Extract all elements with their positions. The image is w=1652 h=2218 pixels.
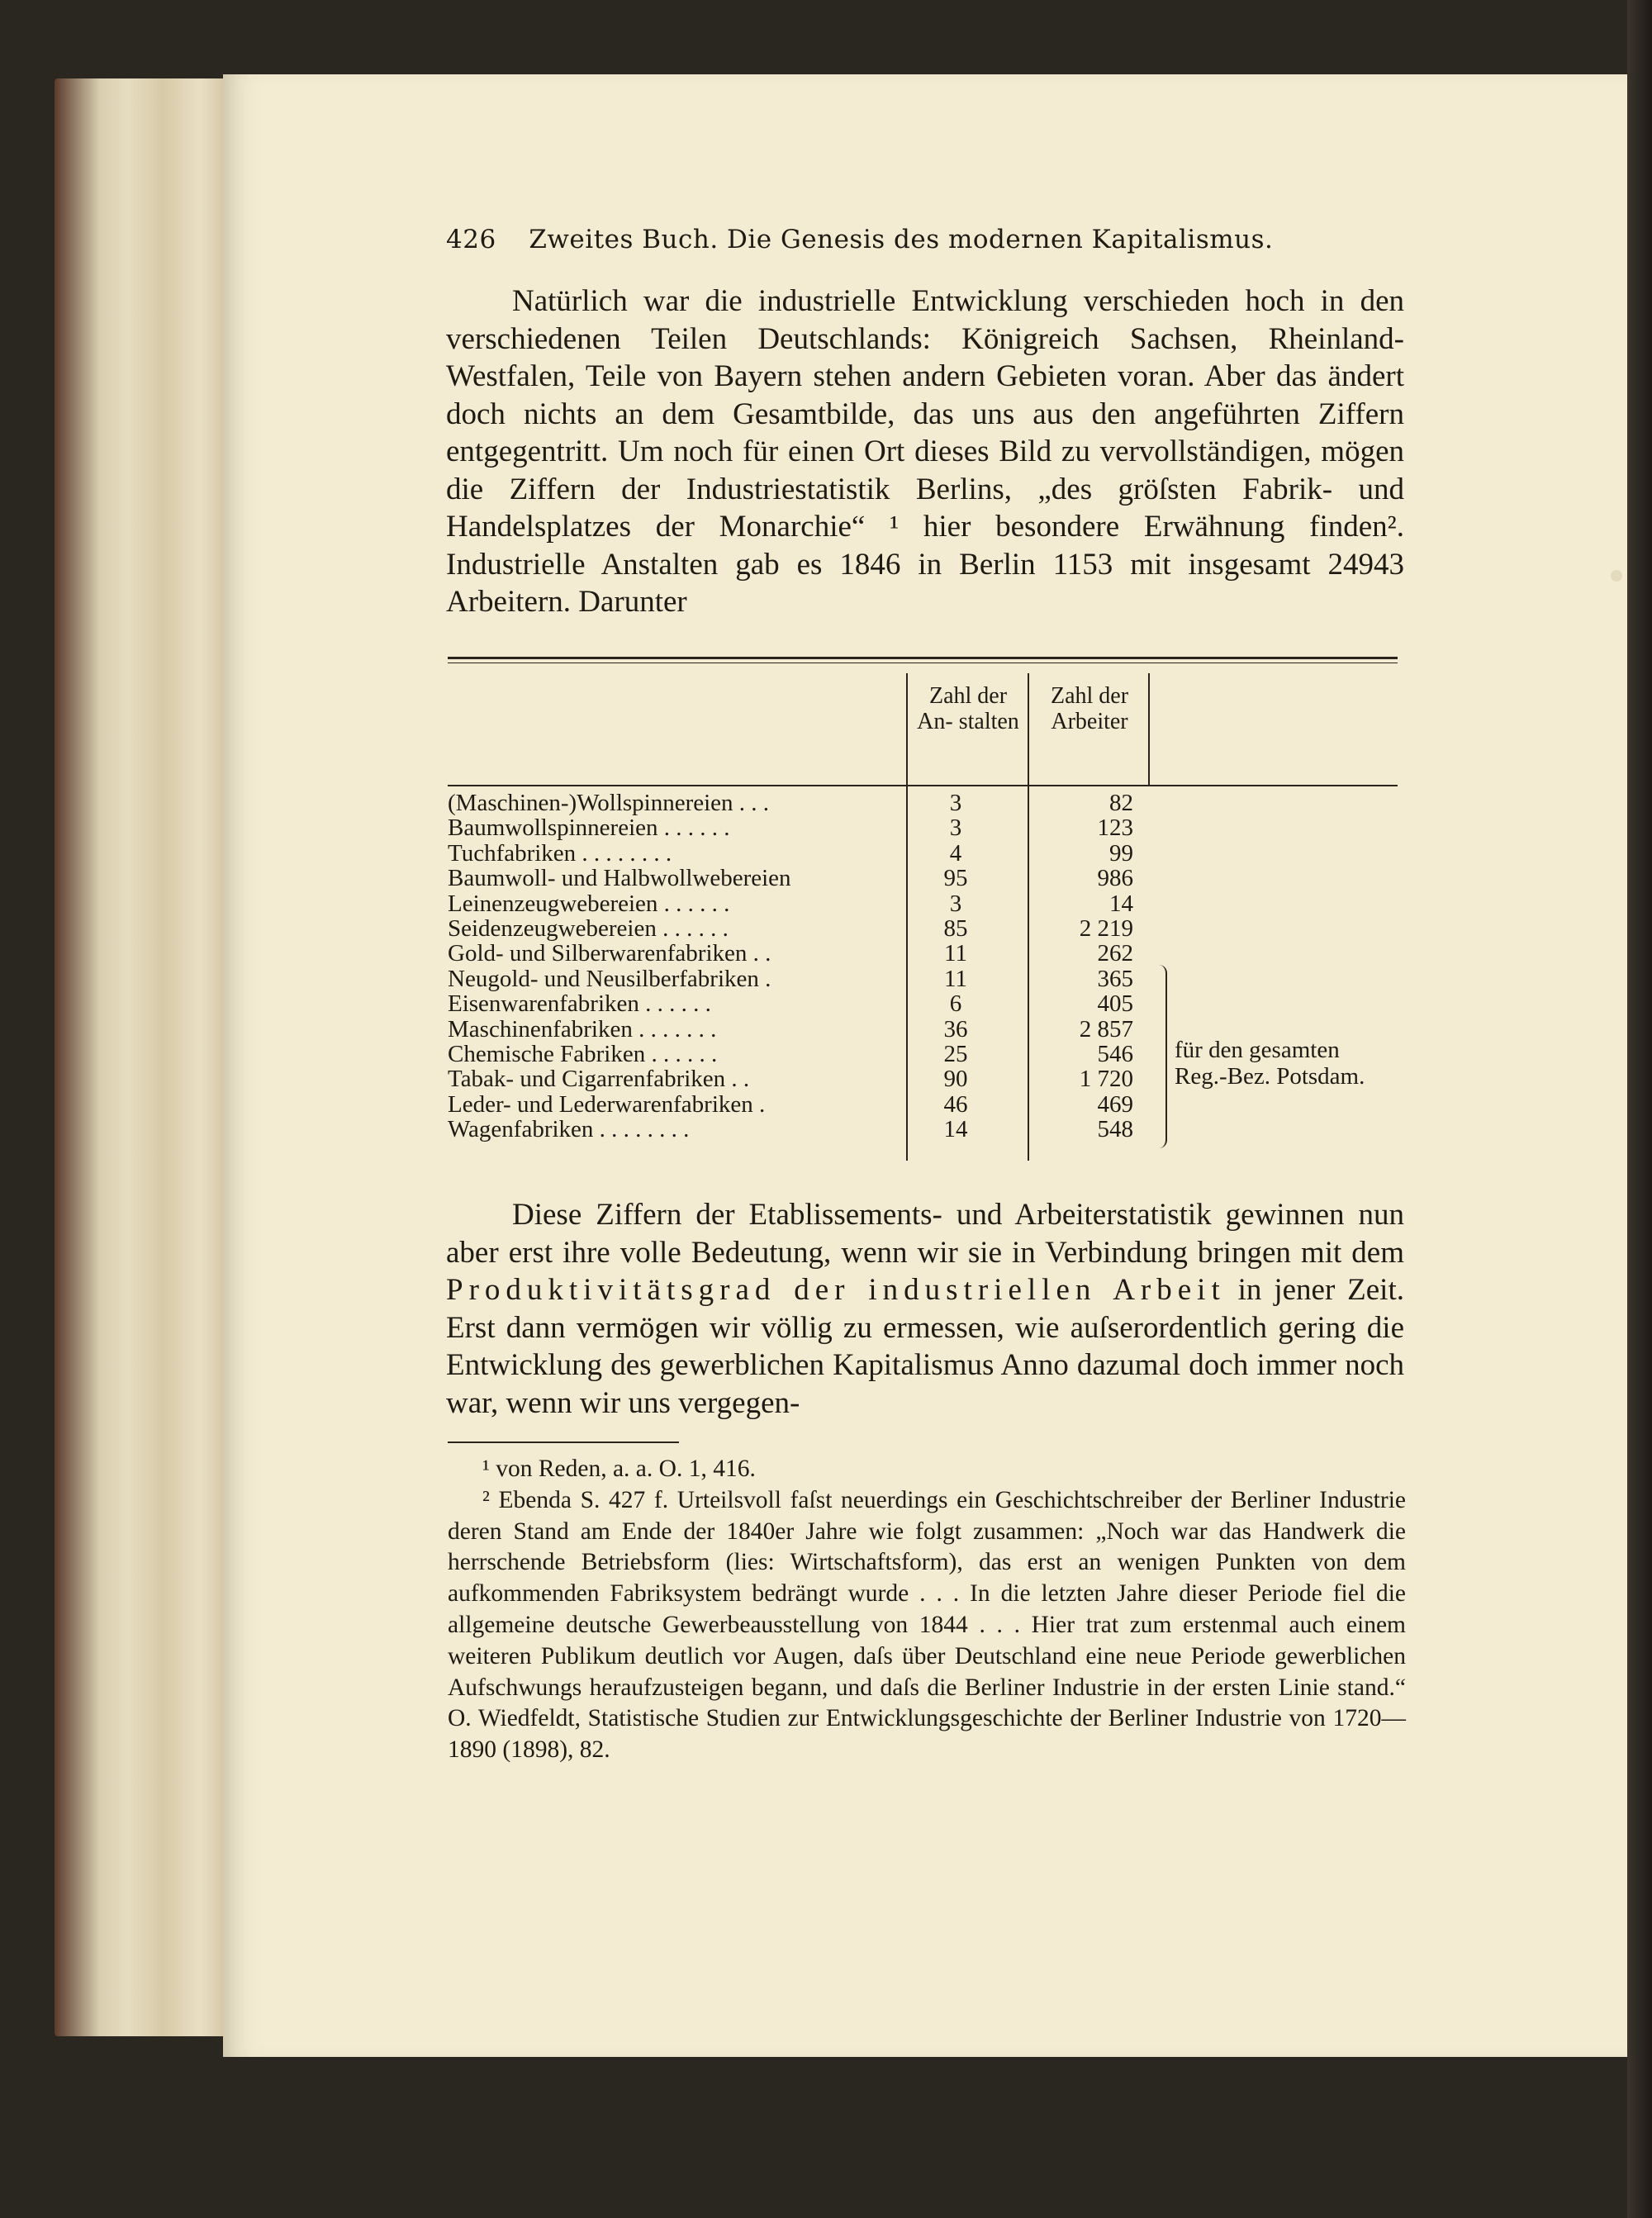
running-title: Zweites Buch. Die Genesis des modernen Kapitalismus.	[529, 225, 1274, 254]
table-row	[448, 916, 1398, 941]
row-arbeiter: 1 720	[1079, 1066, 1133, 1093]
row-anstalten: 95	[943, 865, 968, 892]
row-arbeiter: 986	[1097, 865, 1133, 892]
row-name: Gold- und Silberwarenfabriken . .	[448, 941, 771, 967]
table-row	[448, 891, 1398, 916]
row-name: Maschinenfabriken . . . . . . .	[448, 1016, 717, 1042]
row-name: Chemische Fabriken . . . . . .	[448, 1042, 718, 1066]
row-arbeiter: 14	[1109, 890, 1133, 917]
row-arbeiter: 548	[1097, 1116, 1133, 1143]
book-page-edges	[55, 78, 236, 2036]
scanner-edge	[1627, 0, 1652, 2218]
row-arbeiter: 2 219	[1079, 915, 1133, 942]
row-name: Leinenzeugwebereien . . . . . .	[448, 891, 730, 916]
table-top-rule	[448, 657, 1398, 659]
row-arbeiter: 469	[1097, 1090, 1133, 1118]
row-anstalten: 14	[943, 1116, 968, 1143]
row-name: Baumwoll- und Halbwollwebereien	[448, 866, 791, 891]
row-name: (Maschinen-)Wollspinnereien . . .	[448, 791, 770, 815]
header-anstalten: Zahl der An- stalten	[917, 683, 1019, 734]
row-name: Leder- und Lederwarenfabriken .	[448, 1091, 766, 1117]
table-row	[448, 991, 1398, 1016]
table-row	[448, 841, 1398, 866]
row-anstalten: 3	[949, 890, 962, 917]
page-number: 426	[446, 225, 496, 254]
table-row	[448, 1092, 1398, 1117]
row-anstalten: 6	[949, 990, 962, 1018]
table-row	[448, 1117, 1398, 1142]
paragraph-2-text-b: in jener Zeit. Erst dann vermögen wir völlig zu ermessen, wie auſserordentlich gering die Entwicklung des gewerblichen Kapitalismus Anno dazumal doch immer noch war, wenn wir uns vergegen-	[446, 1273, 1404, 1420]
row-name: Wagenfabriken . . . . . . . .	[448, 1117, 690, 1142]
row-anstalten: 11	[944, 965, 967, 992]
header-arbeiter: Zahl der Arbeiter	[1050, 683, 1129, 734]
table-row	[448, 941, 1398, 966]
row-anstalten: 46	[943, 1090, 968, 1118]
row-anstalten: 11	[944, 940, 967, 967]
table-row	[448, 791, 1398, 815]
table-header-rule	[448, 785, 1398, 786]
row-arbeiter: 123	[1097, 815, 1133, 842]
row-name: Eisenwarenfabriken . . . . . .	[448, 991, 711, 1017]
row-arbeiter: 99	[1109, 839, 1133, 867]
row-arbeiter: 2 857	[1079, 1015, 1133, 1043]
row-arbeiter: 262	[1097, 940, 1133, 967]
table-row	[448, 815, 1398, 840]
row-anstalten: 90	[943, 1066, 968, 1093]
row-arbeiter: 405	[1097, 990, 1133, 1018]
row-arbeiter: 546	[1097, 1041, 1133, 1067]
brace-note: für den gesamten Reg.-Bez. Potsdam.	[1175, 1037, 1365, 1090]
row-name: Neugold- und Neusilberfabriken .	[448, 966, 771, 991]
table-row	[448, 866, 1398, 891]
row-anstalten: 25	[943, 1041, 968, 1067]
paragraph-1: Natürlich war die industrielle Entwicklung verschieden hoch in den verschiedenen Teilen Deutschlands: Königreich Sachsen, Rheinland-Westfalen, Teile von Bayern stehen andern Gebieten voran. Aber das ändert doch nichts an dem Gesamtbilde, das uns aus den angeführten Ziffern entgegentritt. Um noch für einen Ort dieses Bild zu vervollständigen, mögen die Ziffern der Industriestatistik Berlins, „des gröſsten Fabrik- und Handelsplatzes der Monarchie“ ¹ hier besondere Erwähnung finden². Industrielle Anstalten gab es 1846 in Berlin 1153 mit insgesamt 24943 Arbeitern. Darunter	[446, 284, 1404, 619]
row-anstalten: 3	[949, 815, 962, 842]
row-anstalten: 85	[943, 915, 968, 942]
spaced-emphasis: Produktivitätsgrad der industriellen Arbeit	[446, 1273, 1226, 1307]
footnotes	[448, 1454, 1406, 1766]
running-head	[446, 225, 1355, 254]
column-divider	[1148, 673, 1150, 785]
row-arbeiter: 82	[1109, 790, 1133, 816]
paragraph-2	[446, 1196, 1404, 1422]
row-name: Tuchfabriken . . . . . . . .	[448, 840, 672, 866]
row-name: Tabak- und Cigarrenfabriken . .	[448, 1066, 750, 1092]
row-anstalten: 36	[943, 1015, 968, 1043]
table-row	[448, 967, 1398, 991]
footnote-rule	[448, 1441, 679, 1443]
row-anstalten: 4	[949, 839, 962, 867]
row-name: Seidenzeugwebereien . . . . . .	[448, 916, 729, 941]
row-arbeiter: 365	[1097, 965, 1133, 992]
statistics-table	[448, 657, 1398, 1161]
paper-spot	[1611, 570, 1622, 582]
row-anstalten: 3	[949, 790, 962, 816]
paragraph-2-text-a: Diese Ziffern der Etablissements- und Arbeiterstatistik gewinnen nun aber erst ihre volle Bedeutung, wenn wir sie in Verbindung bringen mit dem	[446, 1198, 1404, 1270]
footnote-1: ¹ von Reden, a. a. O. 1, 416.	[482, 1456, 756, 1482]
brace	[1154, 965, 1167, 1148]
footnote-2: ² Ebenda S. 427 f. Urteilsvoll faſst neuerdings ein Geschichtschreiber der Berliner Industrie deren Stand am Ende der 1840er Jahre wie folgt zusammen: „Noch war das Handwerk die herrschende Betriebsform (lies: Wirtschaftsform), das erst an wenigen Punkten von dem aufkommenden Fabriksystem bedrängt wurde . . . In die letzten Jahre dieser Periode fiel die allgemeine deutsche Gewerbeausstellung von 1844 . . . Hier trat zum erstenmal auch einem weiteren Publikum deutlich vor Augen, daſs über Deutschland eine neue Periode gewerblichen Aufschwungs heraufzusteigen begann, und daſs die Berliner Industrie in der ersten Linie stand.“ O. Wiedfeldt, Statistische Studien zur Entwicklungsgeschichte der Berliner Industrie von 1720—1890 (1898), 82.	[448, 1486, 1406, 1764]
row-name: Baumwollspinnereien . . . . . .	[448, 815, 730, 841]
